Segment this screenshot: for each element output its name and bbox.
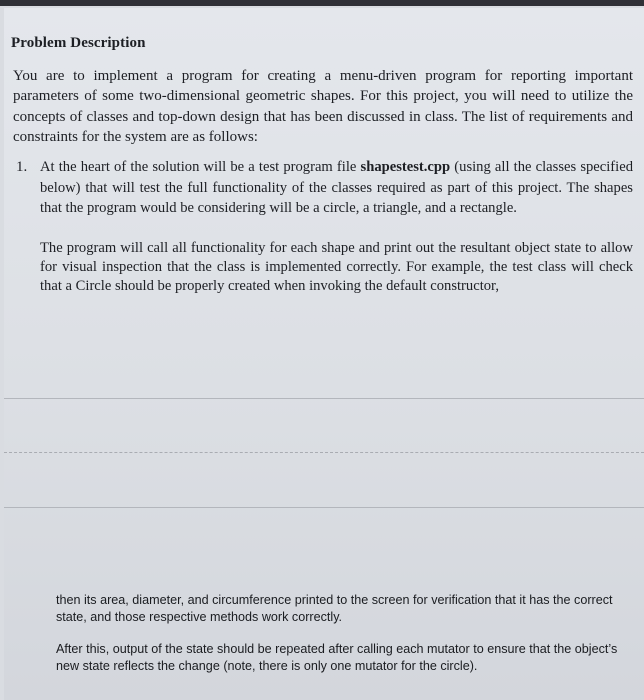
list-item-paragraph-2: The program will call all functionality for each shape and print out the resultant object state to allow for visual inspection that the class is implemented correctly. For example, the test class will check that a Circle should be properly created when invoking the default constructor,: [40, 239, 633, 294]
list-item: [13, 157, 633, 296]
list-item-number: 1.: [16, 159, 28, 175]
continuation-paragraph: After this, output of the state should be repeated after calling each mutator to ensure that the object’s new state reflects the change (note, there is only one mutator for the circle).: [56, 642, 618, 673]
item-text-end: (using all the classes specified below) that will test the full functionality of the classes required as part of this project. The shapes that the program would be considering will be a circle, a triangle, and a rectangle.: [40, 159, 633, 216]
continuation-text: [56, 592, 622, 690]
divider: [4, 398, 644, 399]
item-text-start: At the heart of the solution will be a test program file: [40, 159, 361, 175]
divider: [4, 507, 644, 508]
divider: [4, 452, 644, 453]
continuation-paragraph: then its area, diameter, and circumference printed to the screen for verification that it has the correct state, and those respective methods work correctly.: [56, 593, 613, 624]
list-item-text: [40, 157, 633, 219]
intro-paragraph: You are to implement a program for creating a menu-driven program for reporting important parameters of some two-dimensional geometric shapes. For this project, you will need to utilize the concepts of classes and top-down design that has been discussed in class. The list of requirements and constraints for the system are as follows:: [13, 68, 633, 145]
filename-bold: shapestest.cpp: [360, 159, 451, 175]
window-top-bar: [0, 0, 644, 6]
section-heading: Problem Description: [11, 35, 146, 51]
